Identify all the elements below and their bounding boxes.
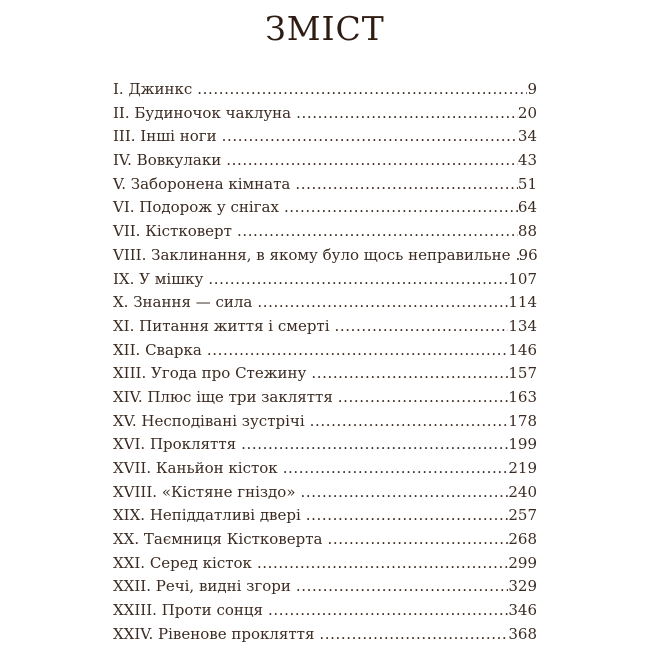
toc-entry-page: 257 — [508, 506, 537, 525]
toc-entry-page: 20 — [517, 103, 537, 122]
toc-entry — [113, 410, 537, 434]
toc-dot-leader — [278, 457, 509, 481]
toc-entry-page: 43 — [517, 151, 537, 170]
toc-dot-leader — [236, 433, 508, 457]
toc-dot-leader — [511, 244, 519, 268]
toc-entry-label: XI. Питання життя і смерті — [113, 316, 330, 335]
toc-dot-leader — [322, 528, 508, 552]
toc-entry-label: VI. Подорож у снігах — [113, 198, 279, 217]
toc-entry-page: 107 — [508, 269, 537, 288]
toc-dot-leader — [291, 575, 508, 599]
toc-entry — [113, 268, 537, 292]
toc-dot-leader — [291, 102, 518, 126]
toc-dot-leader — [296, 481, 509, 505]
toc-entry — [113, 457, 537, 481]
toc-entry — [113, 623, 537, 647]
toc-entry-label: XXI. Серед кісток — [113, 553, 252, 572]
toc-entry-label: IV. Вовкулаки — [113, 151, 222, 170]
toc-dot-leader — [290, 173, 518, 197]
toc-entry-page: 368 — [508, 624, 537, 643]
toc-entry-label: XVIII. «Кістяне гніздо» — [113, 482, 296, 501]
toc-dot-leader — [263, 599, 508, 623]
toc-dot-leader — [217, 125, 518, 149]
toc-dot-leader — [202, 339, 509, 363]
toc-dot-leader — [252, 552, 508, 576]
toc-entry — [113, 78, 537, 102]
toc-entry-label: XVII. Каньйон кісток — [113, 459, 278, 477]
toc-entry-page: 88 — [517, 222, 537, 241]
toc-entry-page: 268 — [508, 530, 537, 549]
toc-entry — [113, 339, 537, 363]
toc-entry — [113, 481, 537, 505]
toc-entry-page: 9 — [527, 80, 537, 98]
toc-entry-page: 240 — [508, 482, 537, 501]
toc-entry-page: 157 — [508, 364, 537, 383]
toc-entry-label: XXIV. Рівенове прокляття — [113, 624, 315, 643]
toc-entry-page: 199 — [508, 435, 537, 454]
toc-entry-page: 178 — [508, 411, 537, 430]
toc-entry-page: 96 — [518, 245, 538, 264]
toc-dot-leader — [333, 386, 509, 410]
toc-entry-label: III. Інші ноги — [113, 127, 217, 146]
toc-entry-label: IX. У мішку — [113, 269, 204, 288]
toc-dot-leader — [203, 268, 508, 292]
toc-entry-label: XIX. Непіддатливі двері — [113, 506, 301, 525]
toc-dot-leader — [301, 504, 509, 528]
toc-entry — [113, 504, 537, 528]
page-title: ЗМІСТ — [265, 9, 385, 48]
toc-entry — [113, 220, 537, 244]
toc-entry-label: I. Джинкс — [113, 80, 193, 98]
toc-dot-leader — [330, 315, 509, 339]
toc-entry-page: 134 — [508, 316, 537, 335]
toc-entry-label: X. Знання — сила — [113, 293, 253, 312]
toc-entry-label: II. Будиночок чаклуна — [113, 103, 292, 122]
toc-entry — [113, 386, 537, 410]
toc-entry-page: 346 — [508, 601, 537, 620]
toc-entry-label: XII. Сварка — [113, 340, 202, 359]
toc-entry-label: VII. Кістковерт — [113, 222, 232, 241]
toc-dot-leader — [314, 623, 508, 647]
toc-entry-page: 163 — [508, 387, 537, 406]
toc-dot-leader — [232, 220, 518, 244]
toc-entry-label: VIII. Заклинання, в якому було щось неправильне — [113, 245, 511, 264]
toc-entry — [113, 102, 537, 126]
toc-entry-page: 51 — [517, 174, 537, 193]
toc-entry-label: XV. Несподівані зустрічі — [113, 411, 305, 430]
toc-entry — [113, 528, 537, 552]
toc-entry-label: XXIII. Проти сонця — [113, 601, 263, 620]
toc-entry — [113, 244, 537, 268]
toc-entry — [113, 291, 537, 315]
toc-entry — [113, 125, 537, 149]
toc-entry-page: 34 — [517, 127, 537, 146]
toc-entry-label: XXII. Речі, видні згори — [113, 577, 291, 596]
toc-entry-label: XIV. Плюс іще три закляття — [113, 387, 333, 406]
toc-entry — [113, 149, 537, 173]
toc-entry — [113, 433, 537, 457]
toc-entry-page: 299 — [508, 553, 537, 572]
toc-dot-leader — [279, 196, 518, 220]
toc-dot-leader — [192, 78, 527, 102]
toc-entry — [113, 552, 537, 576]
toc-dot-leader — [252, 291, 508, 315]
toc-entry-page: 64 — [517, 198, 537, 217]
table-of-contents — [113, 78, 537, 647]
toc-entry-label: XIII. Угода про Стежину — [113, 364, 307, 383]
toc-entry — [113, 362, 537, 386]
toc-entry — [113, 315, 537, 339]
toc-entry-page: 146 — [508, 340, 537, 359]
toc-entry-label: XVI. Прокляття — [113, 435, 237, 454]
toc-dot-leader — [221, 149, 518, 173]
toc-entry-page: 114 — [508, 293, 537, 312]
toc-entry — [113, 575, 537, 599]
toc-entry-page: 329 — [508, 577, 537, 596]
toc-entry — [113, 196, 537, 220]
toc-entry-page: 219 — [508, 459, 537, 477]
toc-entry-label: V. Заборонена кімната — [113, 174, 291, 193]
toc-entry — [113, 599, 537, 623]
toc-dot-leader — [305, 410, 509, 434]
toc-entry-label: XX. Таємниця Кістковерта — [113, 530, 323, 549]
toc-entry — [113, 173, 537, 197]
toc-dot-leader — [306, 362, 508, 386]
